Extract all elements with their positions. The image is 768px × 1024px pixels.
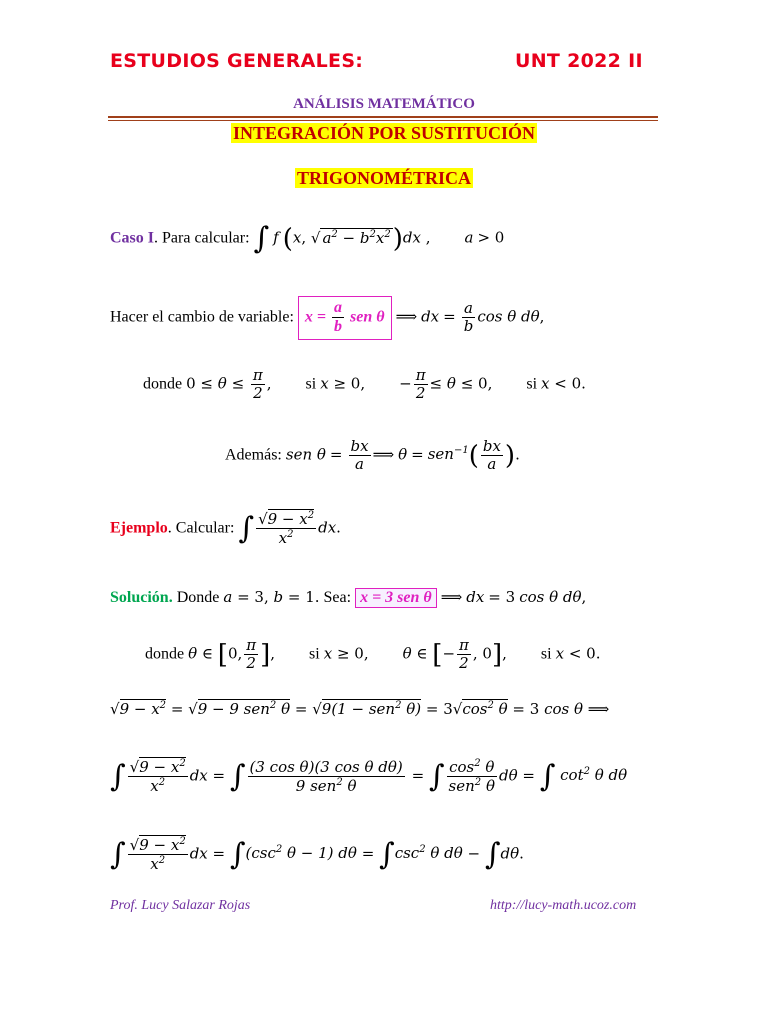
donde-line-1: donde 0 ≤ θ ≤ $\frac{\pi}{2}$ , si x ≥ 0, − $\frac{\pi}{2}$ ≤ θ ≤ 0, si x < 0.: [143, 366, 586, 403]
caso-text: . Para calcular:: [154, 229, 254, 247]
header-rule: [108, 116, 658, 118]
solucion-line: Solución. Donde a = 3, b = 1. Sea: x = 3 sen θ ⟹ dx = 3 cos θ dθ,: [110, 588, 587, 606]
title-line-2: TRIGONOMÉTRICA: [296, 168, 471, 188]
title-line-1: INTEGRACIÓN POR SUSTITUCIÓN: [232, 123, 536, 143]
sqrt-chain-line: $√9 - x^2 = √9 - 9$ sen$^2$ θ = √9(1 − sen$^2$ $\theta) = 3√\cos^2$ θ = 3 cos θ ⟹: [110, 700, 610, 718]
substitution-box: x = $\frac{a}{b}$ sen θ: [298, 296, 392, 340]
caso-label: Caso I: [110, 229, 155, 247]
course-title: ANÁLISIS MATEMÁTICO: [293, 96, 475, 112]
header-left: ESTUDIOS GENERALES:: [110, 50, 364, 72]
cambio-text: Hacer el cambio de variable:: [110, 308, 298, 326]
footer-author: Prof. Lucy Salazar Rojas: [110, 898, 251, 913]
caso-line: Caso I. Para calcular: ∫ f (x, √ $a^2 - b^2x^2)dx$ , a > 0: [110, 221, 505, 256]
integral-line-1: ∫ $\frac{√9 - x^2}{x^2}$ dx = ∫ $\frac{\text{(3 cos θ)(3 cos θ dθ)}}{9 sen^2 \theta}$ = ∫ $\frac{\cos^2 \theta}{sen^2 \theta}$ dθ = ∫ $\cot^2 \theta$ dθ: [110, 757, 628, 796]
header-right: UNT 2022 II: [515, 50, 643, 72]
donde-line-2: donde θ ∈ [0, $\frac{\pi}{2}$ ], si x ≥ 0, θ ∈ [− $\frac{\pi}{2}$ , 0], si x < 0.: [145, 636, 601, 673]
cambio-line: Hacer el cambio de variable: x = $\frac{a}{b}$ sen θ ⟹ dx = $\frac{a}{b}$ cos θ dθ,: [110, 296, 544, 340]
substitution-box-example: x = 3 sen θ: [355, 588, 437, 608]
header-rule-thin: [108, 120, 658, 121]
integral-line-2: ∫ $\frac{√9 - x^2}{x^2}$ dx = $\int(\csc^2$ θ − 1) $d\theta = \int\csc^2$ θ dθ − ∫dθ.: [110, 836, 524, 874]
ademas-line: Además: sen θ = $\frac{bx}{a}$ ⟹ θ = sen$^{-1}$( $\frac{bx}{a}$ ).: [225, 437, 520, 474]
footer-url[interactable]: http://lucy-math.ucoz.com: [490, 898, 637, 913]
ejemplo-line: Ejemplo. Calcular: ∫ $\frac{√9 - x^2}{x^2}$ dx.: [110, 510, 341, 548]
